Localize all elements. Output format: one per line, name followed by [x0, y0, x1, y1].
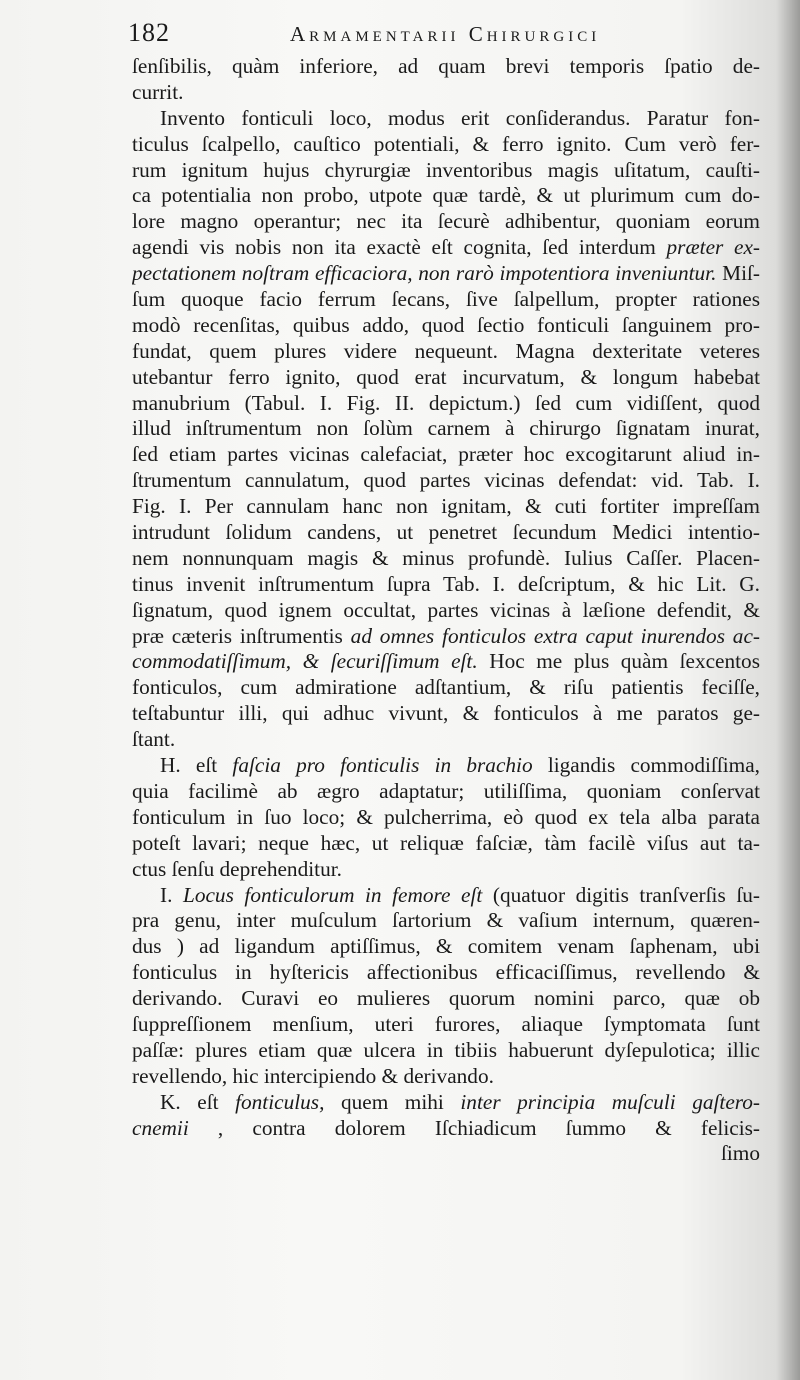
text-span: quia facilimè ab ægro adaptatur; utiliſſima, quoniam conſervat [132, 778, 760, 803]
text-span: I. [160, 882, 183, 907]
text-span: ligandis commodiſſima, [532, 753, 760, 778]
text-span: K. eſt [160, 1089, 236, 1114]
text-line [132, 235, 760, 261]
text-span: illud inſtrumentum non ſolùm carnem à chirurgo ſignatam inurat, [132, 416, 760, 441]
text-span: (quatuor digitis tranſverſis ſu- [482, 882, 760, 907]
text-span: Fig. I. Per cannulam hanc non ignitam, & cuti fortiter impreſſam [132, 494, 760, 519]
text-span: H. eſt [160, 753, 233, 778]
text-line [132, 857, 760, 883]
page-header [120, 18, 760, 50]
text-line [132, 494, 760, 520]
text-span: ſuppreſſionem menſium, uteri furores, aliaque ſymptomata ſunt [132, 1011, 760, 1036]
text-line [132, 1090, 760, 1116]
text-span: ca potentialia non probo, utpote quæ tardè, & ut plurimum cum do- [132, 183, 760, 208]
text-span: utebantur ferro ignito, quod erat incurvatum, & longum habebat [132, 364, 760, 389]
text-line [132, 365, 760, 391]
text-span: Invento fonticuli loco, modus erit conſiderandus. Paratur fon- [160, 105, 760, 130]
text-line [132, 209, 760, 235]
text-line [132, 883, 760, 909]
text-span: currit. [132, 79, 184, 104]
text-span: ſtrumentum cannulatum, quod partes vicinas defendat: vid. Tab. I. [132, 468, 760, 493]
italic-text: faſcia pro fonticulis in brachio [232, 753, 533, 778]
text-line [132, 649, 760, 675]
text-line [132, 1141, 760, 1167]
text-line [132, 624, 760, 650]
text-line [132, 675, 760, 701]
text-span: ſimo [720, 1141, 760, 1166]
text-line [132, 442, 760, 468]
text-span: ſed etiam partes vicinas calefaciat, præter hoc excogitarunt aliud in- [132, 442, 760, 467]
body-text [132, 54, 760, 1167]
text-line [132, 1012, 760, 1038]
italic-text: ad omnes fonticulos extra caput inurendos ac- [350, 623, 760, 648]
text-span: fonticulos, cum admiratione adſtantium, & riſu patientis feciſſe, [132, 675, 760, 700]
text-span: ſenſibilis, quàm inferiore, ad quam brevi temporis ſpatio de- [132, 54, 760, 78]
text-line [132, 960, 760, 986]
text-line [132, 520, 760, 546]
italic-text: Locus fonticulorum in femore eſt [182, 882, 483, 907]
italic-text: commodatiſſimum, & ſecuriſſimum eſt. [132, 649, 478, 674]
italic-text: cnemii [132, 1115, 189, 1140]
text-span: ſum quoque facio ferrum ſecans, ſive ſalpellum, propter rationes [132, 287, 760, 312]
text-line [132, 831, 760, 857]
text-line [132, 416, 760, 442]
text-line [132, 54, 760, 80]
text-span: ſignatum, quod ignem occultat, partes vicinas à læſione defendit, & [132, 597, 760, 622]
text-span: pra genu, inter muſculum ſartorium & vaſium internum, quæren- [132, 908, 760, 933]
text-span: manubrium (Tabul. I. Fig. II. depictum.) ſed cum vidiſſent, quod [132, 390, 760, 415]
text-span: ctus ſenſu deprehenditur. [132, 856, 342, 881]
text-span: tinus invenit inſtrumentum ſupra Tab. I. deſcriptum, & hic Lit. G. [132, 571, 760, 596]
text-span: revellendo, hic intercipiendo & derivando. [132, 1063, 494, 1088]
text-span: , contra dolorem Iſchiadicum ſummo & felicis- [188, 1115, 760, 1140]
text-span: poteſt lavari; neque hæc, ut reliquæ faſciæ, tàm facilè viſus aut ta- [132, 830, 760, 855]
text-line [132, 1064, 760, 1090]
text-line [132, 132, 760, 158]
text-line [132, 313, 760, 339]
text-line [132, 391, 760, 417]
text-line [132, 934, 760, 960]
text-line [132, 908, 760, 934]
text-line [132, 1038, 760, 1064]
text-line [132, 106, 760, 132]
text-span: agendi vis nobis non ita exactè eſt cognita, ſed interdum [132, 235, 667, 260]
text-line [132, 753, 760, 779]
text-line [132, 572, 760, 598]
italic-text: præter ex- [666, 235, 760, 260]
text-line [132, 546, 760, 572]
italic-text: fonticulus, [235, 1089, 325, 1114]
text-span: quem mihi [324, 1089, 461, 1114]
text-line [132, 1116, 760, 1142]
text-line [132, 80, 760, 106]
text-span: intrudunt ſolidum candens, ut penetret ſecundum Medici intentio- [132, 520, 760, 545]
text-line [132, 339, 760, 365]
text-span: rum ignitum hujus chyrurgiæ inventoribus magis uſitatum, cauſti- [132, 157, 760, 182]
italic-text: inter principia muſculi gaſtero- [460, 1089, 760, 1114]
text-span: ticulus ſcalpello, cauſtico potentiali, & ferro ignito. Cum verò fer- [132, 131, 760, 156]
text-span: fonticulus in hyſtericis affectionibus efficaciſſimus, revellendo & [132, 960, 760, 985]
text-line [132, 727, 760, 753]
text-span: teſtabuntur illi, qui adhuc vivunt, & fonticulos à me paratos ge- [132, 701, 760, 726]
text-line [132, 805, 760, 831]
text-span: paſſæ: plures etiam quæ ulcera in tibiis habuerunt dyſepulotica; illic [132, 1037, 760, 1062]
text-line [132, 779, 760, 805]
text-line [132, 183, 760, 209]
text-line [132, 598, 760, 624]
text-span: fonticulum in ſuo loco; & pulcherrima, eò quod ex tela alba parata [132, 804, 760, 829]
text-span: derivando. Curavi eo mulieres quorum nomini parco, quæ ob [132, 986, 760, 1011]
text-span: dus ) ad ligandum aptiſſimus, & comitem venam ſaphenam, ubi [132, 934, 760, 959]
text-line [132, 261, 760, 287]
text-span: præ cæteris inſtrumentis [132, 623, 351, 648]
text-span: fundat, quem plures videre nequeunt. Magna dexteritate veteres [132, 338, 760, 363]
text-span: Miſ- [716, 261, 760, 286]
text-span: modò recenſitas, quibus addo, quod ſectio fonticuli ſanguinem pro- [132, 312, 760, 337]
text-span: Hoc me plus quàm ſexcentos [477, 649, 760, 674]
text-line [132, 287, 760, 313]
text-span: nem nonnunquam magis & minus profundè. Iulius Caſſer. Placen- [132, 545, 760, 570]
running-title: Armamentarii Chirurgici [290, 22, 601, 46]
italic-text: pectationem noſtram efficaciora, non rarò impotentiora inveniuntur. [132, 261, 717, 286]
text-span: lore magno operantur; nec ita ſecurè adhibentur, quoniam eorum [132, 209, 760, 234]
text-span: ſtant. [132, 727, 176, 752]
text-line [132, 701, 760, 727]
text-line [132, 986, 760, 1012]
text-line [132, 468, 760, 494]
page-number: 182 [128, 18, 170, 47]
text-line [132, 158, 760, 184]
